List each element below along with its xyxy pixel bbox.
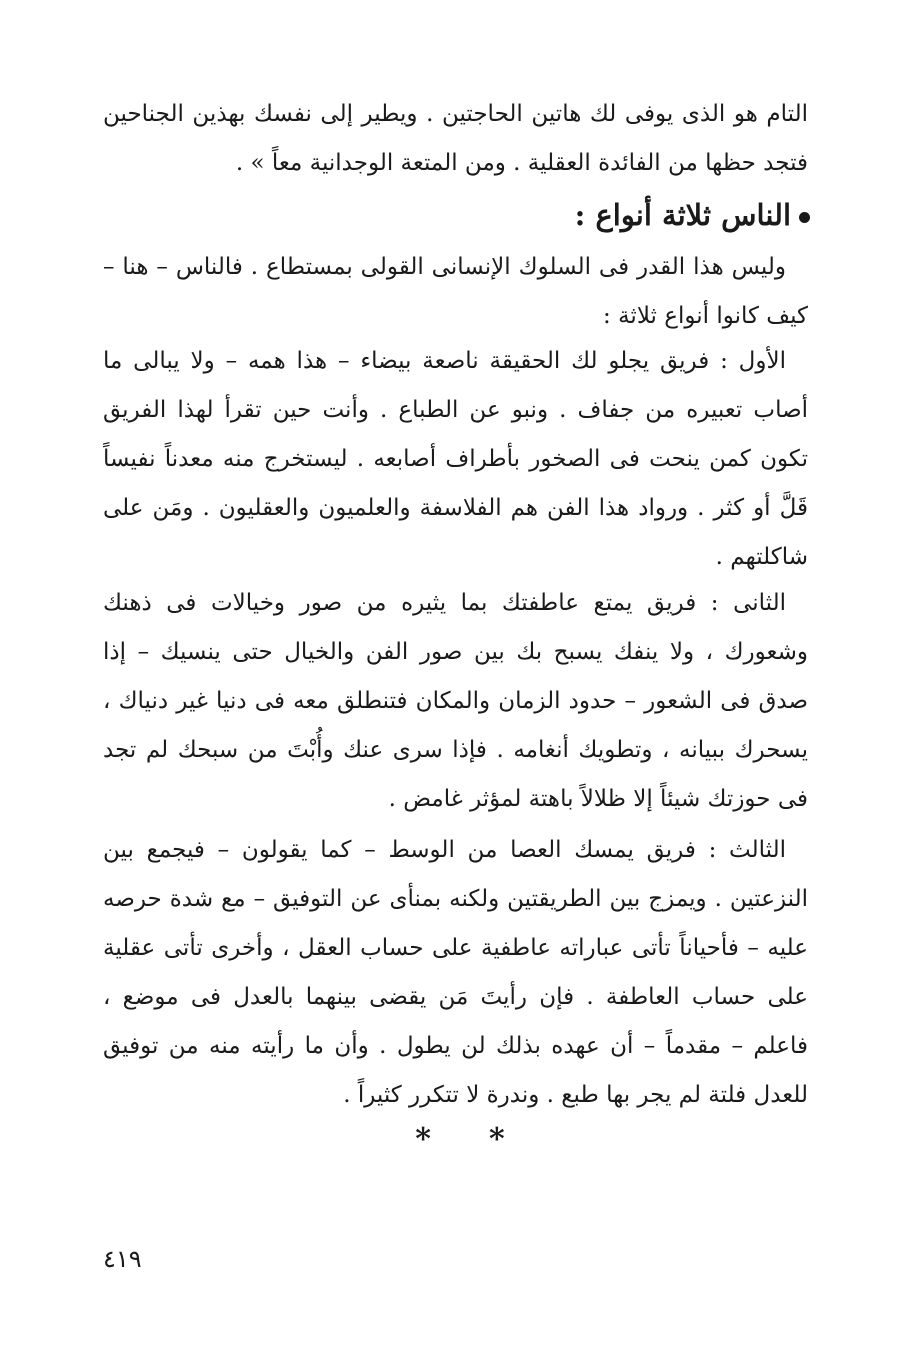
asterisk-icon: * bbox=[489, 1122, 507, 1157]
asterisk-icon: * bbox=[415, 1122, 433, 1157]
paragraph-first-type bbox=[103, 337, 808, 582]
page-number: ٤١٩ bbox=[103, 1245, 142, 1273]
paragraph-intro-types bbox=[103, 243, 808, 341]
paragraph-third-type bbox=[103, 826, 808, 1120]
paragraph-second-type bbox=[103, 579, 808, 824]
section-heading bbox=[110, 190, 810, 240]
paragraph-text: الأول : فريق يجلو لك الحقيقة ناصعة بيضاء – هذا همه – ولا يبالى ما أصاب تعبيره من جفاف . ونبو عن الطباع . وأنت حين تقرأ لهذا الفريق تكون كمن ينحت فى الصخور بأطراف أصابعه . ليستخرج منه معدناً نفيساً قَلَّ أو كثر . ورواد هذا الفن هم الفلاسفة والعلميون والعقليون . ومَن على شاكلتهم . bbox=[103, 348, 808, 570]
section-heading-text: الناس ثلاثة أنواع : bbox=[574, 198, 791, 232]
paragraph-text: الثالث : فريق يمسك العصا من الوسط – كما يقولون – فيجمع بين النزعتين . ويمزج بين الطريقتين ولكنه بمنأى عن التوفيق – مع شدة حرصه عليه – فأحياناً تأتى عباراته عاطفية على حساب العقل ، وأخرى تأتى عقلية على حساب العاطفة . فإن رأيتَ مَن يقضى بينهما بالعدل فى موضع ، فاعلم – مقدماً – أن عهده بذلك لن يطول . وأن ما رأيته منه من توفيق للعدل فلتة لم يجر بها طبع . وندرة لا تتكرر كثيراً . bbox=[103, 837, 808, 1108]
paragraph-text: وليس هذا القدر فى السلوك الإنسانى القولى بمستطاع . فالناس – هنا – كيف كانوا أنواع ثلاثة : bbox=[103, 254, 808, 329]
paragraph-text: الثانى : فريق يمتع عاطفتك بما يثيره من صور وخيالات فى ذهنك وشعورك ، ولا ينفك يسبح بك بين صور الفن والخيال حتى ينسيك – إذا صدق فى الشعور – حدود الزمان والمكان فتنطلق معه فى دنيا غير دنياك ، يسحرك ببيانه ، وتطويك أنغامه . فإذا سرى عنك وأُبْتَ من سبحك لم تجد فى حوزتك شيئاً إلا ظلالاً باهتة لمؤثر غامض . bbox=[103, 590, 808, 812]
bullet-icon bbox=[799, 212, 810, 223]
section-separator bbox=[0, 1122, 922, 1157]
intro-paragraph: التام هو الذى يوفى لك هاتين الحاجتين . ويطير إلى نفسك بهذين الجناحين فتجد حظها من الفائدة العقلية . ومن المتعة الوجدانية معاً » . bbox=[103, 101, 808, 176]
